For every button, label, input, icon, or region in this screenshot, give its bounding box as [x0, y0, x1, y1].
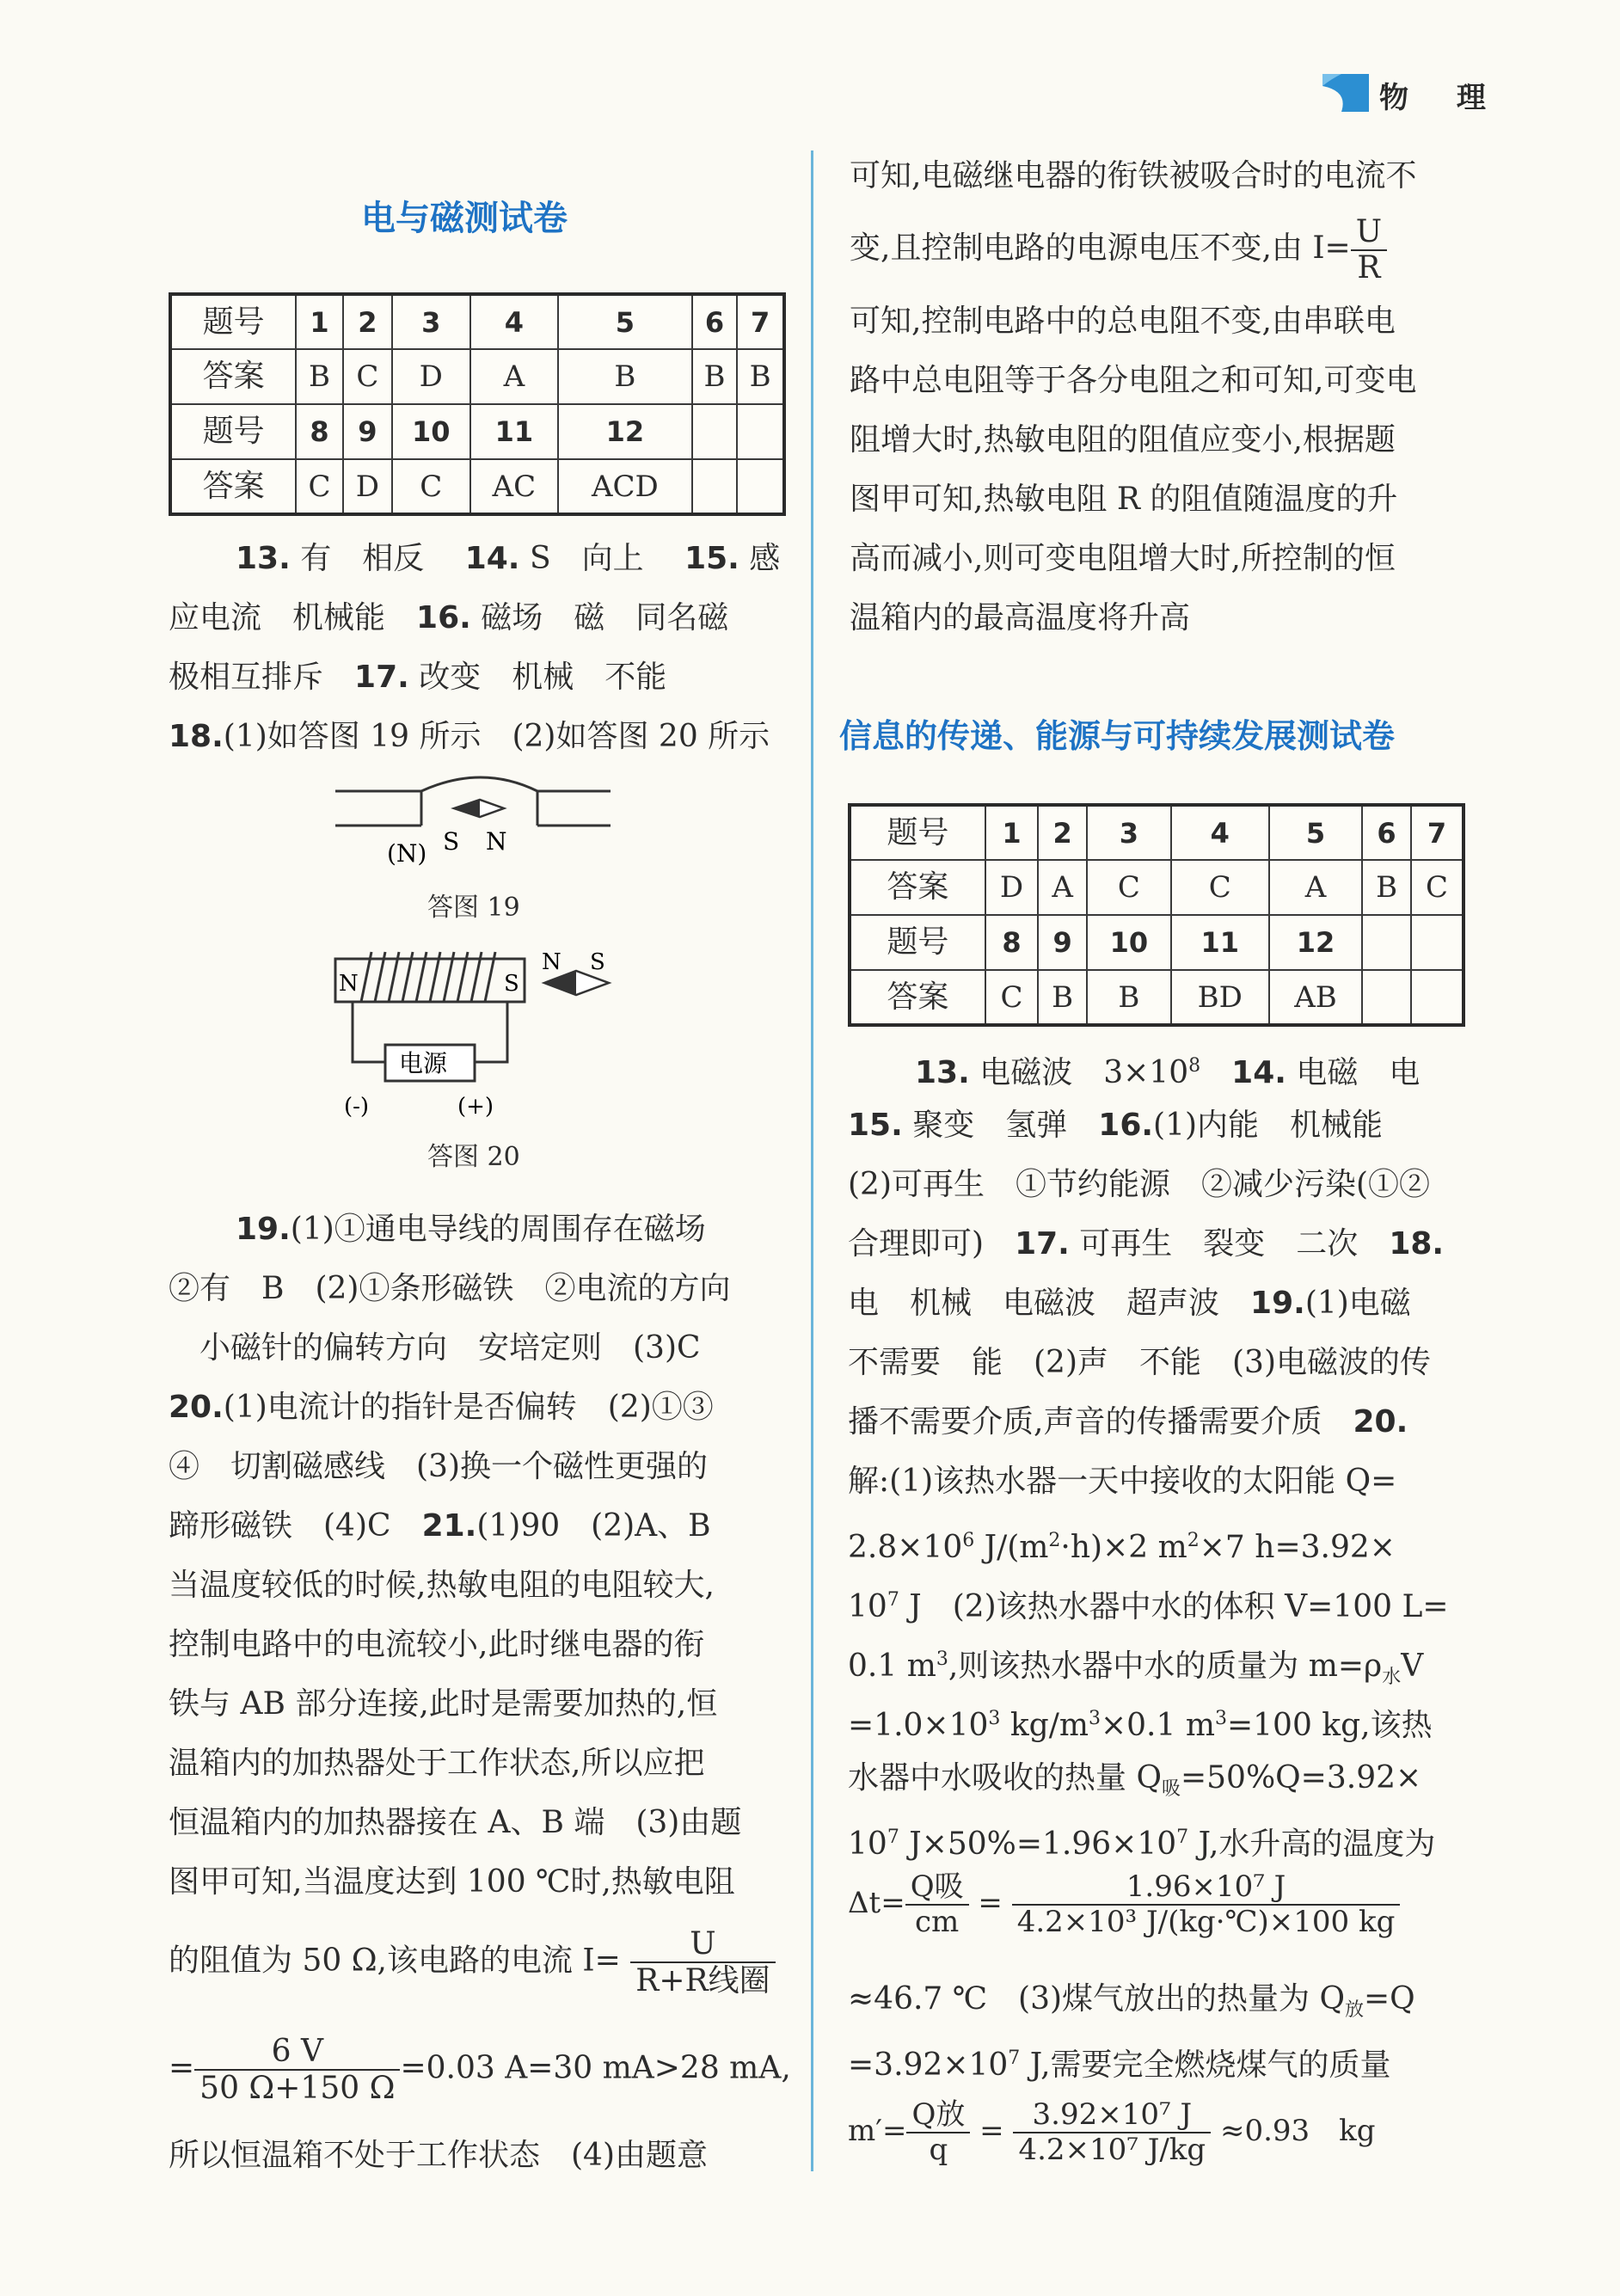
text-line: 变,且控制电路的电源电压不变,由 I= $\frac{U}{R}$	[850, 206, 1416, 292]
right-continued-text	[850, 146, 1416, 648]
table-cell: D	[343, 459, 392, 514]
table-row	[850, 805, 1464, 860]
fig20-coil-s: S	[504, 971, 519, 997]
text-line: $=1.0\times 10^3$ $kg/m^3\times 0.1$ $m^3=100$ kg,该热	[848, 1708, 1433, 1743]
table-cell	[692, 404, 738, 459]
table-cell: 题号	[850, 805, 985, 860]
table-cell: C	[392, 459, 470, 514]
text-line: 高而减小,则可变电阻增大时,所控制的恒	[850, 541, 1396, 576]
header-logo-mark	[1322, 74, 1369, 112]
table-cell: BD	[1171, 970, 1269, 1025]
text-line: 小磁针的偏转方向 安培定则 (3)C	[199, 1330, 701, 1366]
table-cell: 12	[1269, 915, 1362, 970]
table-cell: C	[1171, 860, 1269, 915]
fig20-plus: (+)	[457, 1094, 494, 1120]
text-line: 蹄形磁铁 (4)C 21.(1)90 (2)A、B	[169, 1508, 711, 1544]
table-cell: A	[1269, 860, 1362, 915]
table-cell: C	[1087, 860, 1171, 915]
table-cell: 6	[1362, 805, 1411, 860]
figure-19-diagram	[327, 765, 636, 886]
table-cell	[737, 459, 784, 514]
table-cell: 11	[1171, 915, 1269, 970]
table-cell: ACD	[558, 459, 692, 514]
left-last-line: 所以恒温箱不处于工作状态 (4)由题意	[169, 2138, 708, 2173]
table-cell	[737, 404, 784, 459]
table-cell	[1362, 970, 1411, 1025]
table-cell: 8	[296, 404, 343, 459]
fig20-minus: (-)	[344, 1094, 370, 1120]
text-line: $2.8\times 10^6$ $J/(m^2\cdot h)\times 2$ $m^2\times 7$ h=3.92×	[848, 1530, 1396, 1565]
text-line: 19.(1)①通电导线的周围存在磁场	[236, 1212, 706, 1247]
text-line: 水器中水吸收的热量 $Q_吸=50\%Q=3.92\times$	[848, 1760, 1422, 1801]
equation-gas-mass: m′= $\frac{\text{Q放}}{q}$ = $\frac{\text{3.92×10⁷ J}}{\text{4.2×10⁷ J/kg}}$ ≈0.93 kg	[848, 2097, 1376, 2168]
text-line: (2)可再生 ①节约能源 ②减少污染(①②	[848, 1167, 1431, 1202]
table-cell: 4	[470, 294, 559, 349]
table-cell: B	[692, 349, 738, 404]
text-line: 13. 有 相反 14. S 向上 15. 感	[236, 541, 781, 576]
text-line: ≈46.7 ℃ (3)煤气放出的热量为 $Q_放=Q$	[848, 1981, 1415, 2022]
table-cell: 10	[1087, 915, 1171, 970]
left-answers-19-21	[169, 1200, 741, 1912]
table-cell: 答案	[850, 970, 985, 1025]
text-line: 播不需要介质,声音的传播需要介质 20.	[848, 1404, 1408, 1440]
text-line: 可知,电磁继电器的衔铁被吸合时的电流不	[850, 158, 1417, 193]
table-cell: C	[343, 349, 392, 404]
table-cell: 5	[558, 294, 692, 349]
table-cell: A	[470, 349, 559, 404]
table-cell: 答案	[850, 860, 985, 915]
text-line: 恒温箱内的加热器接在 A、B 端 (3)由题	[169, 1805, 742, 1840]
table-cell	[1362, 915, 1411, 970]
table-cell: 7	[737, 294, 784, 349]
header-subject: 物 理	[1379, 81, 1505, 115]
table-cell: C	[296, 459, 343, 514]
text-line: 路中总电阻等于各分电阻之和可知,可变电	[850, 363, 1417, 398]
fig19-n-paren: (N)	[387, 839, 427, 868]
text-line: 极相互排斥 17. 改变 机械 不能	[169, 660, 667, 695]
fig20-source-label: 电源	[399, 1049, 448, 1077]
equation-current: 的阻值为 50 Ω,该电路的电流 I= $\frac{U}{\text{R+R线圈}}$	[169, 1926, 776, 1999]
fig19-s-label: S	[443, 827, 460, 856]
table-cell	[692, 459, 738, 514]
table-cell: D	[392, 349, 470, 404]
table-cell: B	[1038, 970, 1087, 1025]
table-cell: 9	[1038, 915, 1087, 970]
left-answer-table	[169, 292, 786, 516]
table-cell: 题号	[850, 915, 985, 970]
table-row	[170, 294, 784, 349]
text-line: 20.(1)电流计的指针是否偏转 (2)①③	[169, 1390, 714, 1425]
figure-20-diagram	[327, 950, 628, 1135]
text-line: 解:(1)该热水器一天中接收的太阳能 Q=	[848, 1464, 1397, 1499]
right-answers-13-20	[848, 1036, 1449, 1867]
right-section-title: 信息的传递、能源与可持续发展测试卷	[839, 717, 1396, 755]
text-line: 应电流 机械能 16. 磁场 磁 同名磁	[169, 600, 729, 635]
text-line: 图甲可知,当温度达到 100 ℃时,热敏电阻	[169, 1864, 735, 1900]
table-cell: B	[558, 349, 692, 404]
right-answers-20-cont	[848, 1969, 1415, 2088]
table-cell: B	[737, 349, 784, 404]
text-line: ④ 切割磁感线 (3)换一个磁性更强的	[169, 1449, 708, 1484]
table-cell: 题号	[170, 404, 296, 459]
text-line: 合理即可) 17. 可再生 裂变 二次 18.	[848, 1226, 1445, 1262]
table-cell: A	[1038, 860, 1087, 915]
equation-temperature-rise: Δt= $\frac{\text{Q吸}}{cm}$ = $\frac{\text{1.96×10⁷ J}}{\text{4.2×10³ J/(kg·℃)×100 kg}}$	[848, 1870, 1400, 1939]
text-line: 控制电路中的电流较小,此时继电器的衔	[169, 1627, 705, 1662]
table-row	[170, 349, 784, 404]
table-row	[170, 404, 784, 459]
figure-20-caption: 答图 20	[427, 1142, 520, 1172]
table-cell: 3	[1087, 805, 1171, 860]
text-line: ②有 B (2)①条形磁铁 ②电流的方向	[169, 1271, 731, 1306]
table-cell: 3	[392, 294, 470, 349]
table-cell: 1	[985, 805, 1039, 860]
fig20-coil-n: N	[339, 971, 359, 997]
text-line: 可知,控制电路中的总电阻不变,由串联电	[850, 304, 1396, 339]
table-cell	[1411, 970, 1464, 1025]
table-cell: 11	[470, 404, 559, 459]
table-cell	[1411, 915, 1464, 970]
text-line: 电 机械 电磁波 超声波 19.(1)电磁	[848, 1286, 1411, 1321]
table-cell: 12	[558, 404, 692, 459]
right-answer-table	[848, 803, 1465, 1027]
table-cell: 4	[1171, 805, 1269, 860]
table-cell: D	[985, 860, 1039, 915]
text-line: 温箱内的加热器处于工作状态,所以应把	[169, 1746, 705, 1781]
table-row	[850, 860, 1464, 915]
fig20-needle-n: N	[542, 950, 561, 975]
text-line: 0.1 $m^3$,则该热水器中水的质量为 $m=\rho_水V$	[848, 1648, 1424, 1689]
table-cell: 8	[985, 915, 1039, 970]
column-divider	[811, 150, 813, 2171]
table-cell: B	[1087, 970, 1171, 1025]
table-cell: 10	[392, 404, 470, 459]
table-cell: C	[1411, 860, 1464, 915]
table-cell: 2	[343, 294, 392, 349]
table-cell: B	[1362, 860, 1411, 915]
figure-19-caption: 答图 19	[427, 893, 520, 923]
table-cell: 2	[1038, 805, 1087, 860]
text-line: 铁与 AB 部分连接,此时是需要加热的,恒	[169, 1686, 718, 1722]
table-cell: B	[296, 349, 343, 404]
text-line: 温箱内的最高温度将升高	[850, 600, 1191, 635]
table-cell: AB	[1269, 970, 1362, 1025]
text-line: 阻增大时,热敏电阻的阻值应变小,根据题	[850, 422, 1396, 457]
table-row	[850, 970, 1464, 1025]
table-cell: AC	[470, 459, 559, 514]
fig20-needle-s: S	[590, 950, 605, 975]
table-cell: 题号	[170, 294, 296, 349]
left-answers-13-18	[169, 529, 780, 766]
text-line: $10^7$ J (2)该热水器中水的体积 V=100 L=	[848, 1589, 1449, 1624]
left-section-title: 电与磁测试卷	[361, 199, 568, 238]
text-line: 图甲可知,热敏电阻 R 的阻值随温度的升	[850, 482, 1398, 517]
text-line: 不需要 能 (2)声 不能 (3)电磁波的传	[848, 1345, 1431, 1380]
table-cell: C	[985, 970, 1039, 1025]
text-line: $=3.92\times 10^7$ J,需要完全燃烧煤气的质量	[848, 2047, 1391, 2083]
fig19-n-label: N	[486, 827, 507, 856]
table-row	[850, 915, 1464, 970]
text-line: $10^7$ $J\times 50\%=1.96\times 10^7$ J,水升高的温度为	[848, 1826, 1436, 1862]
table-cell: 6	[692, 294, 738, 349]
text-line: 当温度较低的时候,热敏电阻的电阻较大,	[169, 1568, 715, 1603]
table-cell: 答案	[170, 459, 296, 514]
table-row	[170, 459, 784, 514]
table-cell: 9	[343, 404, 392, 459]
text-line: 15. 聚变 氢弹 16.(1)内能 机械能	[848, 1108, 1384, 1143]
table-cell: 答案	[170, 349, 296, 404]
table-cell: 5	[1269, 805, 1362, 860]
text-line: 18.(1)如答图 19 所示 (2)如答图 20 所示	[169, 719, 770, 754]
table-cell: 7	[1411, 805, 1464, 860]
table-cell: 1	[296, 294, 343, 349]
text-line: 13. 电磁波 $3\times 10^8$ 14. 电磁 电	[915, 1055, 1421, 1090]
equation-current-value: = $\frac{6 V}{50 \Omega+150 \Omega}$ =0.03 A=30 mA>28 mA,	[169, 2034, 791, 2107]
